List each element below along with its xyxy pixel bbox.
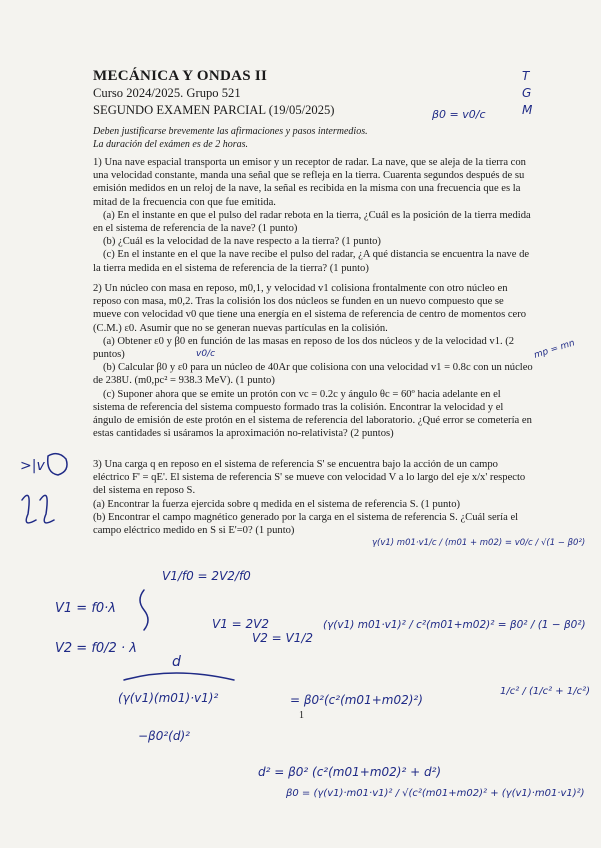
page-number: 1 — [299, 710, 304, 721]
hw-beta-def: β0 = v0/c — [432, 108, 486, 121]
hw-v1: V1 = f0·λ — [55, 601, 116, 616]
course-line: Curso 2024/2025. Grupo 521 — [93, 86, 241, 100]
q3-intro: 3) Una carga q en reposo en el sistema de referencia S' se encuentra bajo la acción de un campo eléctrico F' = qE'. El sistema de referencia S' se mueve con velocidad V a lo largo del eje x/x' respecto del sistema en reposo S. — [93, 459, 526, 497]
hw-d2: d² = β0² (c²(m01+m02)² + d²) — [258, 765, 442, 779]
q1-intro: 1) Una nave espacial transporta un emisor y un receptor de radar. La nave, que se aleja de la tierra con una velocidad constante, manda una señal que se refleja en la tierra. Cuarenta segundos después de su emisión medidos en un reloj de la nave, la señal es recibida en la misma con una frecuencia que es la mitad de la frecuencia con que fue emitida. — [93, 157, 526, 208]
q2-intro: 2) Un núcleo con masa en reposo, m0,1, y velocidad v1 colisiona frontalmente con otro núcleo en reposo con masa, m0,2. Tras la colisión los dos núcleos se funden en un nuevo compuesto que se mueve con velocidad v0 que tiene una energía en el sistema de referencia de centro de momentos cero (C.M.) ε0. Asumir que no se generan nuevas partículas en la colisión. — [93, 283, 527, 334]
q2-part-c: (c) Suponer ahora que se emite un protón con vc = 0.2c y ángulo θc = 60º hacia adelante en el sistema de referencia del sistema compuesto formado tras la colisión. Encontrar la velocidad y el ángulo de emisión de este protón en el sistema de referencia del laboratorio. ¿Qué error se cometería en estas cantidades si usáramos la aproximación no-relativista? (2 puntos) — [93, 388, 532, 440]
exam-title: MECÁNICA Y ONDAS II — [93, 68, 268, 84]
hw-brace — [140, 590, 148, 630]
hw-eq-mid: (γ(v1) m01·v1)² / c²(m01+m02)² = β0² / (1 − β0²) — [323, 619, 586, 631]
hw-bracket — [124, 673, 234, 680]
hw-eq-eq: = β0²(c²(m01+m02)²) — [290, 693, 423, 707]
hw-minus-beta: −β0²(d)² — [138, 729, 190, 743]
hw-v0c: v0/c — [196, 349, 216, 359]
hw-v1b: V1 = 2V2 — [212, 617, 270, 631]
q1-part-b: (b) ¿Cuál es la velocidad de la nave respecto a la tierra? (1 punto) — [103, 236, 381, 248]
hw-t: T — [522, 69, 530, 83]
hw-left: >|v — [20, 458, 45, 474]
q3-part-a: (a) Encontrar la fuerza ejercida sobre q medida en el sistema de referencia S. (1 punto) — [93, 498, 461, 510]
hw-gamma-sq: (γ(v1)(m01)·v1)² — [118, 691, 219, 705]
exam-line: SEGUNDO EXAMEN PARCIAL (19/05/2025) — [93, 103, 335, 117]
hw-mp: mp = mn — [532, 338, 577, 361]
q3-part-b: (b) Encontrar el campo magnético generado por la carga en el sistema de referencia S. ¿Cuál sería el campo eléctrico medido en S si E'=0? (1 punto) — [93, 511, 519, 537]
hw-eq-top: γ(v1) m01·v1/c / (m01 + m02) = v0/c / √(1 − β0²) — [372, 538, 586, 548]
hw-circle — [48, 454, 67, 475]
hw-g: G — [522, 86, 532, 100]
hw-v2: V2 = f0/2 · λ — [55, 641, 137, 656]
q2-part-a: (a) Obtener ε0 y β0 en función de las masas en reposo de los dos núcleos y de la velocidad v1. (2 puntos) — [93, 335, 515, 361]
hw-scribble — [22, 495, 54, 523]
hw-m: M — [522, 103, 533, 117]
hw-d: d — [172, 654, 181, 670]
q1-part-c: (c) En el instante en el que la nave recibe el pulso del radar, ¿A qué distancia se encuentra la nave de la tierra medida en el sistema de referencia de la tierra? (1 punto) — [93, 249, 530, 274]
hw-frac-c: 1/c² / (1/c² + 1/c²) — [500, 686, 590, 697]
q2-part-b: (b) Calcular β0 y ε0 para un núcleo de 40Ar que colisiona con una velocidad v1 = 0.8c con un núcleo de 238U. (m0,pc² = 938.3 MeV). (1 punto) — [93, 362, 533, 387]
instructions-1: Deben justificarse brevemente las afirmaciones y pasos intermedios. — [93, 126, 368, 137]
instructions-2: La duración del exámen es de 2 horas. — [93, 139, 248, 150]
hw-beta-final: β0 = (γ(v1)·m01·v1)² / √(c²(m01+m02)² + (γ(v1)·m01·v1)²) — [286, 788, 585, 799]
hw-v2b: V2 = V1/2 — [252, 631, 314, 645]
q1-part-a: (a) En el instante en que el pulso del radar rebota en la tierra, ¿Cuál es la posición de la tierra medida en el sistema de referencia de la nave? (1 punto) — [93, 209, 531, 235]
hw-ratio: V1/f0 = 2V2/f0 — [162, 569, 251, 583]
